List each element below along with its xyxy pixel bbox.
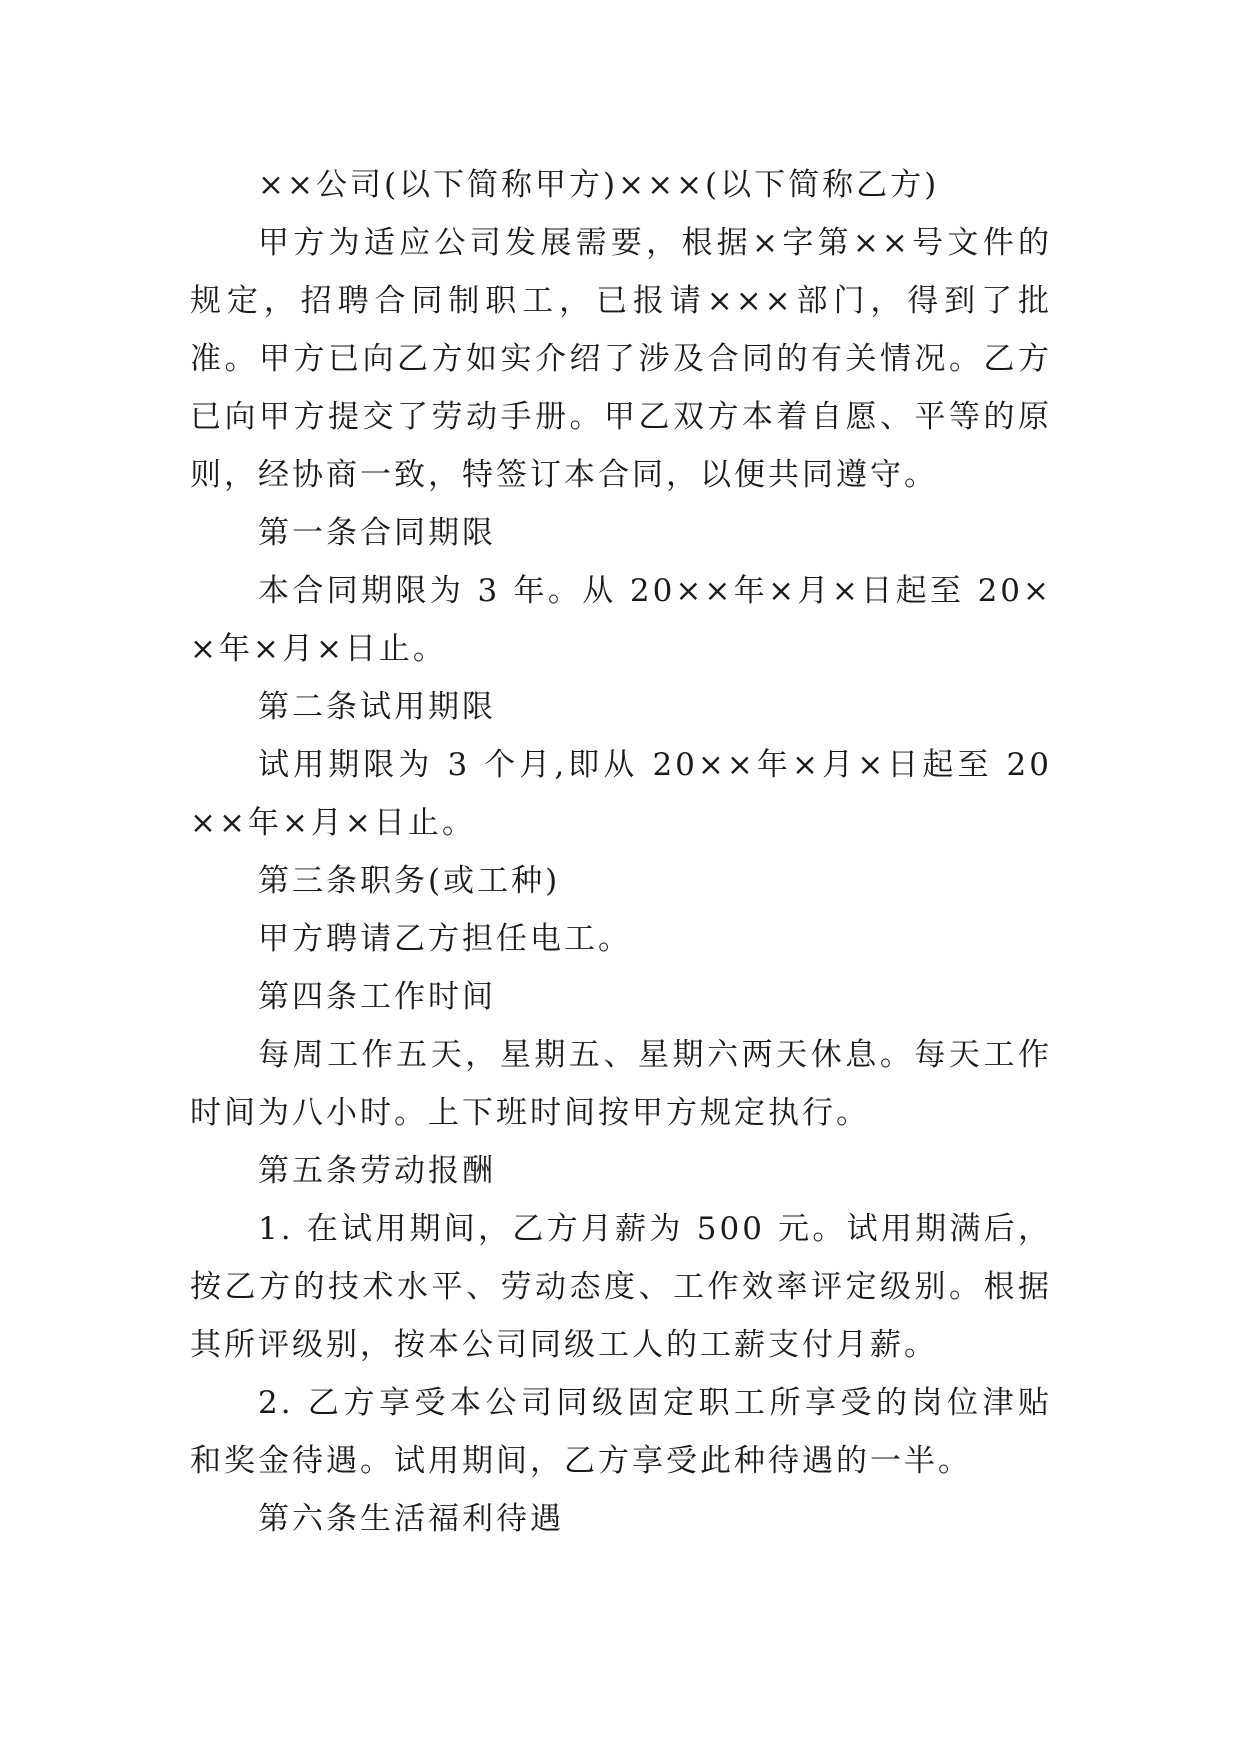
article-1-heading: 第一条合同期限 — [258, 515, 496, 551]
article-2-heading: 第二条试用期限 — [258, 689, 496, 725]
article-2-text: 试用期限为 3 个月,即从 20××年×月×日起至 20××年×月×日止。 — [190, 747, 1052, 841]
article-5-heading: 第五条劳动报酬 — [258, 1153, 496, 1189]
article-3-heading: 第三条职务(或工种) — [258, 863, 561, 899]
article-3-text: 甲方聘请乙方担任电工。 — [258, 921, 632, 957]
document-body — [190, 156, 1052, 1548]
article-4-text: 每周工作五天，星期五、星期六两天休息。每天工作时间为八小时。上下班时间按甲方规定执行。 — [190, 1037, 1052, 1131]
article-6-heading: 第六条生活福利待遇 — [258, 1501, 564, 1537]
article-1-text: 本合同期限为 3 年。从 20××年×月×日起至 20××年×月×日止。 — [190, 573, 1052, 667]
article-5-clause-2: 2. 乙方享受本公司同级固定职工所享受的岗位津贴和奖金待遇。试用期间，乙方享受此种待遇的一半。 — [190, 1385, 1052, 1479]
party-line: ××公司(以下简称甲方)×××(以下简称乙方) — [258, 167, 940, 203]
preamble-paragraph: 甲方为适应公司发展需要，根据×字第××号文件的规定，招聘合同制职工，已报请×××部门，得到了批准。甲方已向乙方如实介绍了涉及合同的有关情况。乙方已向甲方提交了劳动手册。甲乙双方本着自愿、平等的原则，经协商一致，特签订本合同，以便共同遵守。 — [190, 225, 1052, 493]
article-4-heading: 第四条工作时间 — [258, 979, 496, 1015]
article-5-clause-1: 1. 在试用期间，乙方月薪为 500 元。试用期满后，按乙方的技术水平、劳动态度、工作效率评定级别。根据其所评级别，按本公司同级工人的工薪支付月薪。 — [190, 1211, 1052, 1363]
